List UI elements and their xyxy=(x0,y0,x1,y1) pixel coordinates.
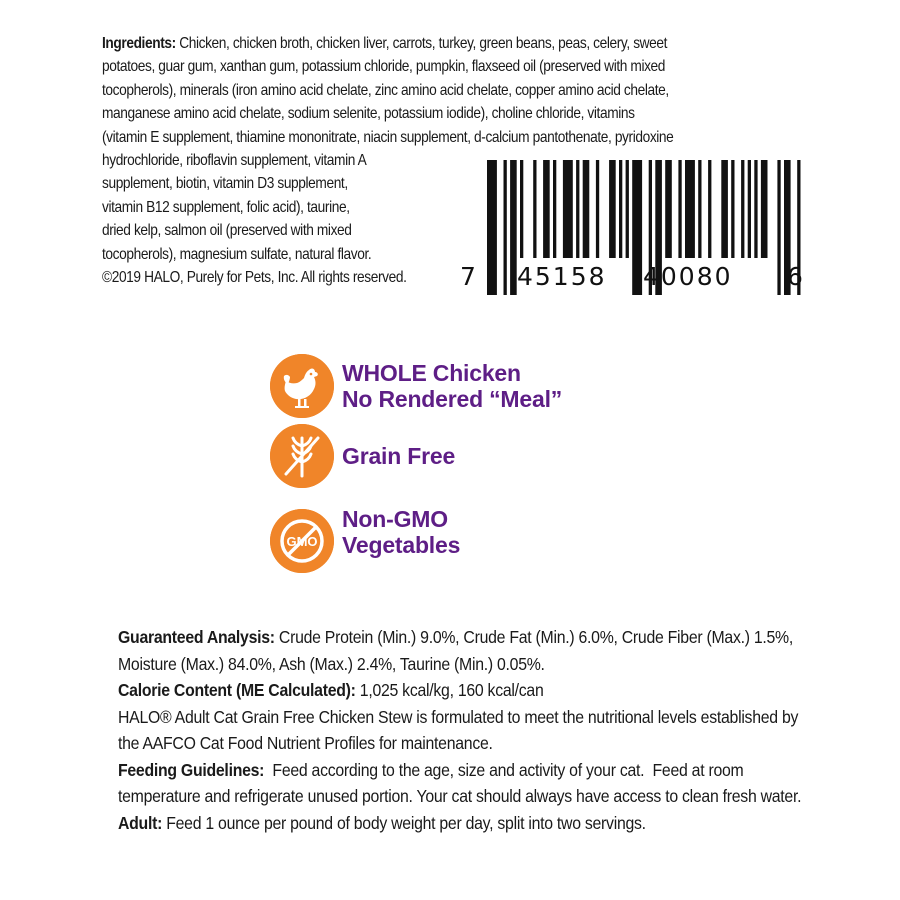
barcode-bar xyxy=(487,160,497,295)
barcode-bar xyxy=(761,160,768,258)
barcode-bar xyxy=(576,160,579,258)
barcode-digit-right: 6 xyxy=(787,262,805,291)
ingredients-label: Ingredients: xyxy=(102,35,176,52)
barcode-bar xyxy=(533,160,536,258)
ingredients-line xyxy=(102,32,802,55)
barcode-bar xyxy=(520,160,523,258)
barcode-bar xyxy=(510,160,517,295)
claim-whole-chicken xyxy=(342,360,562,412)
barcode-bar xyxy=(721,160,728,258)
feeding-guidelines-label: Feeding Guidelines: xyxy=(118,759,265,780)
claim-line: Grain Free xyxy=(342,443,456,469)
claim-line: WHOLE Chicken xyxy=(342,360,521,386)
ingredients-line: potatoes, guar gum, xanthan gum, potassium chloride, pumpkin, flaxseed oil (preserved with mixed xyxy=(102,58,666,76)
calorie-content-label: Calorie Content (ME Calculated): xyxy=(118,680,356,700)
guaranteed-analysis xyxy=(118,624,812,677)
barcode-bar xyxy=(609,160,616,258)
barcode-bar xyxy=(748,160,751,258)
analysis-block xyxy=(118,624,812,836)
claim-line: Non-GMO xyxy=(342,506,448,532)
barcode-bar xyxy=(626,160,629,258)
ingredients-line: tocopherols), magnesium sulfate, natural flavor. xyxy=(102,245,372,263)
barcode-bar xyxy=(632,160,642,295)
barcode-bar xyxy=(685,160,695,258)
barcode-bar xyxy=(619,160,622,258)
adult-feeding-text: Feed 1 ounce per pound of body weight per day, split into two servings. xyxy=(162,812,646,833)
barcode-bar xyxy=(698,160,701,258)
barcode-bar xyxy=(741,160,744,258)
barcode-group-right: 40080 xyxy=(643,262,733,291)
barcode-bar xyxy=(731,160,734,258)
barcode-bar xyxy=(583,160,590,258)
copyright-text: ©2019 HALO, Purely for Pets, Inc. All rights reserved. xyxy=(102,269,407,287)
barcode-bar xyxy=(754,160,757,258)
barcode-bar xyxy=(504,160,507,295)
grain-free-icon xyxy=(270,424,334,488)
barcode-bar xyxy=(553,160,556,258)
feeding-guidelines xyxy=(118,757,812,810)
ingredients-line: (vitamin E supplement, thiamine mononitrate, niacin supplement, d-calcium pantothenate, pyridoxine xyxy=(102,128,674,146)
barcode-bar xyxy=(563,160,573,258)
non-gmo-icon xyxy=(270,509,334,573)
barcode-group-left: 45158 xyxy=(517,262,607,291)
barcode-digit-left: 7 xyxy=(460,262,478,291)
guaranteed-analysis-text: Crude Protein (Min.) 9.0%, Crude Fat (Min.) 6.0%, Crude Fiber (Max.) 1.5%, Moisture (Max.) 84.0%, Ash (Max.) 2.4%, Taurine (Min.) 0.05%. xyxy=(118,627,793,674)
ingredients-text: Chicken, chicken broth, chicken liver, carrots, turkey, green beans, peas, celery, sweet xyxy=(175,35,668,52)
barcode-bar xyxy=(665,160,672,258)
calorie-content xyxy=(118,677,812,704)
ingredients-line: tocopherols), minerals (iron amino acid chelate, zinc amino acid chelate, copper amino acid chelate, xyxy=(102,81,669,99)
calorie-content-text: 1,025 kcal/kg, 160 kcal/can xyxy=(355,680,544,700)
gmo-icon-text: GMO xyxy=(286,534,318,549)
ingredients-line: supplement, biotin, vitamin D3 supplement, xyxy=(102,175,348,193)
barcode-bar xyxy=(678,160,681,258)
chicken-icon xyxy=(270,354,334,418)
barcode-bar xyxy=(596,160,599,258)
feeding-guidelines-text: Feed according to the age, size and activity of your cat. Feed at room temperature and refrigerate unused portion. Your cat should always have access to clean fresh water. xyxy=(118,759,802,806)
adult-feeding-label: Adult: xyxy=(118,812,163,833)
claim-line: No Rendered “Meal” xyxy=(342,386,563,412)
barcode-bar xyxy=(708,160,711,258)
aafco-statement: HALO® Adult Cat Grain Free Chicken Stew is formulated to meet the nutritional levels established by the AAFCO Cat Food Nutrient Profiles for maintenance. xyxy=(118,706,799,753)
ingredients-line: manganese amino acid chelate, sodium selenite, potassium iodide), choline chloride, vitamins xyxy=(102,105,635,123)
guaranteed-analysis-label: Guaranteed Analysis: xyxy=(118,627,275,647)
claim-grain-free xyxy=(342,443,455,469)
ingredients-line: hydrochloride, riboflavin supplement, vitamin A xyxy=(102,152,367,170)
barcode-bar xyxy=(777,160,780,295)
claim-line: Vegetables xyxy=(342,532,461,558)
barcode-bar xyxy=(543,160,550,258)
ingredients-line: vitamin B12 supplement, folic acid), taurine, xyxy=(102,198,350,216)
ingredients-line: dried kelp, salmon oil (preserved with mixed xyxy=(102,222,352,240)
adult-feeding xyxy=(118,810,812,837)
claim-non-gmo xyxy=(342,506,460,558)
